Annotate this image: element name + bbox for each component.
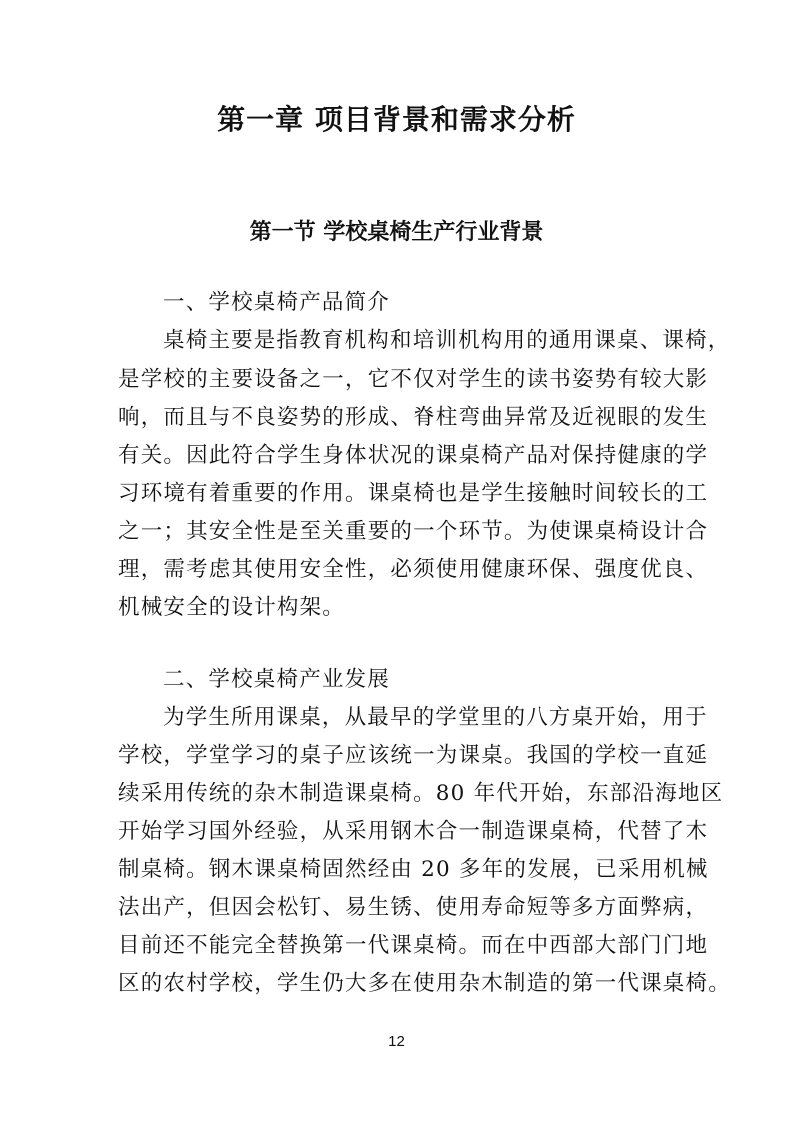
subsection-heading: 一、学校桌椅产品简介 [163,290,391,315]
paragraph-line: 理，需考虑其使用安全性，必须使用健康环保、强度优良、 [118,557,709,582]
paragraph-line: 响，而且与不良姿势的形成、脊柱弯曲异常及近视眼的发生 [118,405,709,430]
paragraph-line: 目前还不能完全替换第一代课桌椅。而在中西部大部门门地 [118,933,709,958]
paragraph-line: 为学生所用课桌，从最早的学堂里的八方桌开始，用于 [163,705,708,730]
paragraph-line: 是学校的主要设备之一，它不仅对学生的读书姿势有较大影 [118,367,709,392]
paragraph-line: 习环境有着重要的作用。课桌椅也是学生接触时间较长的工 [118,481,709,506]
page-number: 12 [388,1033,405,1050]
paragraph-line: 机械安全的设计构架。 [118,595,346,620]
paragraph-line: 法出产，但因会松钉、易生锈、使用寿命短等多方面弊病， [118,895,709,920]
paragraph-line: 有关。因此符合学生身体状况的课桌椅产品对保持健康的学 [118,443,709,468]
paragraph-line: 学校，学堂学习的桌子应该统一为课桌。我国的学校一直延 [118,743,709,768]
paragraph-line: 桌椅主要是指教育机构和培训机构用的通用课桌、课椅， [163,328,731,353]
subsection-heading: 二、学校桌椅产业发展 [163,667,391,692]
paragraph-line: 之一；其安全性是至关重要的一个环节。为使课桌椅设计合 [118,519,709,544]
paragraph-line: 区的农村学校，学生仍大多在使用杂木制造的第一代课桌椅。 [118,971,731,996]
paragraph-line: 制桌椅。钢木课桌椅固然经由 20 多年的发展，已采用机械 [118,857,709,882]
paragraph-line: 开始学习国外经验，从采用钢木合一制造课桌椅，代替了木 [118,819,709,844]
section-title: 第一节 学校桌椅生产行业背景 [249,219,544,245]
paragraph-line: 续采用传统的杂木制造课桌椅。80 年代开始，东部沿海地区 [118,781,724,806]
chapter-title: 第一章 项目背景和需求分析 [217,103,576,136]
